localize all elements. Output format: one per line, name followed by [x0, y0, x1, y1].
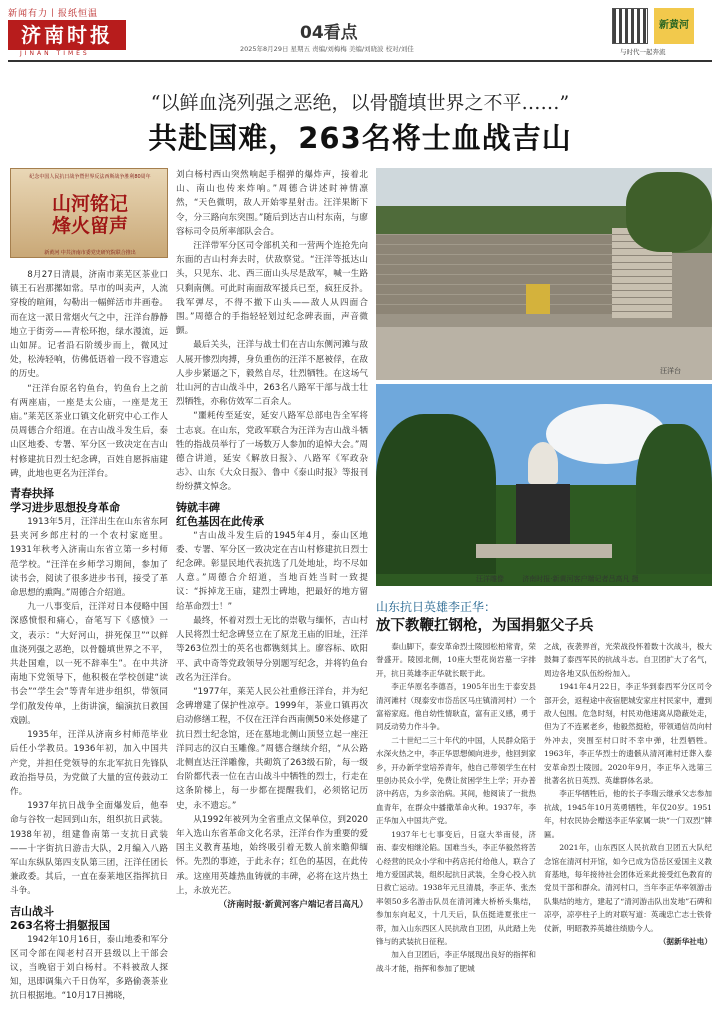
paragraph: 泰山脚下，泰安革命烈士陵园松柏常青，荣誉盛开。陵园北侧，10座大型花岗岩墓一字排开，抗日英雄李正华就长眠于此。: [376, 642, 536, 678]
banner-title-line1: 山河铭记: [51, 193, 128, 215]
photo-stone-wall: [376, 234, 626, 314]
second-story-kicker: 山东抗日英雄李正华：: [376, 600, 497, 614]
paragraph: 1935年，汪洋从济南乡村师范毕业后任小学教员。1936年初，加入中国共产党，并担任党领导的东北军抗日先锋队政治指导员，为党做了大量的宣传鼓动工作。: [10, 730, 168, 797]
paragraph: 1913年5月，汪洋出生在山东省东阿县夹河乡郎庄村的一个农村家庭里。1931年秋考入济南山东省立第一乡村师范学校。“汪洋在乡师学习期间，参加了读书会，阅读了很多进步书刊，接受了革命思想的熏陶。”周德合介绍道。: [10, 517, 168, 599]
paragraph: “吉山战斗发生后的1945年4月，泰山区地委、专署、军分区一致决定在吉山村修建抗日烈士纪念碑。彰显民地代表抗选了几处地址，均不尽如人意。”周德合介绍道，当地百姓当时一致提议：“拆掉龙王庙，建烈士碑地，把最好的地方留给革命烈士！”: [176, 530, 368, 612]
byline: （据新华社电）: [658, 936, 712, 946]
newspaper-logo: 济南时报: [8, 20, 126, 50]
masthead-slogan: 新闻有力丨报纸恒温: [8, 9, 99, 19]
paragraph: 李正华牺牲后，他的长子李瑞云继承父志参加抗战，1945年10月英勇牺牲，年仅20岁。1951年，村农民协会赠送李正华家属一块“一门双烈”牌匾。: [544, 789, 712, 839]
article-column-2: [176, 168, 368, 1013]
subhead-kicker: 青春抉择: [10, 487, 54, 501]
paragraph: 1941年4月22日，李正华到泰西军分区司令部开会，返程途中夜宿肥城安家庄村民家中，遭到敌人包围。危急时刻，村民劝他速离从隐蔽处走，但为了不连累老乡，他毅然挺枪，带领通信员向村外冲去，突围至村口时不幸中弹，壮烈牺牲。1963年，李正华烈士的遗骸从清河滩村迁葬入泰安革命烈士陵园。2020年9月，李正华入选第三批著名抗日英烈、英雄群体名录。: [544, 682, 712, 786]
byline: （济南时报·新黄河客户端记者吕高凡）: [218, 899, 368, 910]
photo-caption: 汪洋台: [660, 367, 681, 375]
paragraph: 1937年抗日战争全面爆发后，他奉命与谷牧一起回到山东，组织抗日武装。1938年初，组建鲁南第一支抗日武装——十字街抗日游击大队，2月编入八路军山东纵队第四支队第三团，汪洋任团长兼政委。其后，一直在泰莱地区指挥抗日斗争。: [10, 801, 168, 897]
paragraph: “汪洋台原名钓鱼台，钓鱼台上之前有两座庙，一座是太公庙，一座是龙王庙。”莱芜区茶业口镇文化研究中心工作人员周德合介绍道。在吉山战斗发生后，泰山区地委、专署、军分区一致决定在吉山村修建抗日烈士纪念碑，百姓自愿拆庙建碑，此地也更名为汪洋台。: [10, 383, 168, 479]
newspaper-logo-english: JINAN TIMES: [20, 50, 90, 57]
photo-pedestal: [516, 484, 570, 548]
second-story-title: 放下教鞭扛钢枪，为国捐躯父子兵: [376, 618, 594, 634]
brand-slogan: 与时代一起奔流: [620, 48, 666, 56]
brand-logo: 新黄河: [654, 8, 694, 44]
article-headline: 共赴国难，263名将士血战吉山: [148, 121, 572, 155]
paragraph: 加入自卫团后，李正华展现出良好的指挥和战斗才能，指挥和参加了肥城: [376, 950, 536, 973]
photo-caption: 汪洋雕像: [476, 575, 504, 583]
banner-top-text: 纪念中国人民抗日战争暨世界反法西斯战争胜利80周年: [29, 174, 151, 180]
paragraph: 最终，怀着对烈士无比的崇敬与缅怀，吉山村人民将烈士纪念碑竖立在了原龙王庙的旧址，汪洋等263位烈士的英名也都镌刻其上。廖容标、欧阳平、武中奇等党政领导分别题写纪念，并将钓鱼台改名为汪洋台。: [176, 615, 368, 683]
page-number: 04看点: [300, 23, 358, 43]
photo-bust: [528, 442, 558, 484]
paragraph: “1977年，莱芜人民公社重修汪洋台，并为纪念碑增建了保护性凉亭。1999年，茶业口镇再次启动修缮工程，不仅在汪洋台西南侧50米处修建了抗日烈士纪念馆，还在墓地北侧山顶竖立起一座汪洋同志的汉白玉雕像。”周德合继续介绍，“从公路北侧直达汪洋雕像，共砌筑了263级石阶，每一级台阶都代表一位在吉山战斗中牺牲的烈士，行走在这条阶梯上，每一步都在提醒我们，必须铭记历史，永不遗忘。”: [176, 686, 368, 811]
second-story-column-1: [376, 640, 536, 1015]
photo-credit: 济南时报·新黄河客户端记者吕高凡 摄: [522, 575, 639, 583]
paragraph: 1937年七七事变后，日寇大举南侵，济南、泰安相继沦陷。国难当头，李正华毅然将苦心经营的民众小学和中药店托付给他人，联合了地方爱国武装，组织起抗日武装，全身心投入抗日救亡运动。1938年元旦清晨，李正华、张杰率领50多名游击队员在清河滩大桥桥头集结，参加东向起义，十几天后，队伍挺进夏张庄一带，加入山东西区人民抗敌自卫团，从此踏上先锋与的武装抗日征程。: [376, 829, 536, 946]
paragraph: 最后关头，汪洋与战士们在吉山东侧河滩与敌人展开惨烈肉搏，身负重伤的汪洋不愿被俘，在敌人步步紧逼之下，毅然自尽，壮烈牺牲。在这场气壮山河的吉山战斗中，263名八路军干部与战士壮烈牺牲，亦称仿效军二百余人。: [176, 340, 368, 408]
paragraph: 刘白杨村西山突然响起手榴弹的爆炸声，接着北山、南山也传来炸响。”周德合讲述时神情凛然，“天色微明，敌人开始零星射击。汪洋果断下令，分三路向东突围。”随后到达吉山村东南，与廖容标司令员所率部队会合。: [176, 170, 368, 237]
paragraph: 之战，夜袭界首，光荣战役怀着数十次战斗，极大鼓舞了泰西军民的抗战斗志。自卫团扩大了名气，周边各地又队伍纷纷加入。: [544, 642, 712, 678]
paragraph: 李正华原名李德吾，1905年出生于泰安县清河滩村（现泰安市岱岳区马庄镇清河村）一个富裕家庭。他自幼性情耿直，富有正义感，勇于同反动势力作斗争。: [376, 682, 536, 732]
photo-tree: [626, 172, 712, 252]
subhead: 学习进步思想投身革命: [10, 501, 120, 515]
paragraph: 九一八事变后，汪洋对日本侵略中国深感愤恨和痛心，奋笔写下《感愤》一文，表示：“大好河山，拼死保卫”“以鲜血浇列强之恶绝，以骨髓填世界之不平，共赴国难，以一死不辞率生”。在中共济南地下党领导下，他积极在学校创建“读书会”“学生会”等青年进步组织，带领同学们散发传单，上街讲演，编演抗日救国戏剧。: [10, 602, 168, 726]
banner-bottom-text: 新黄河 中共济南市委党史研究院联合推出: [44, 250, 136, 256]
subhead-kicker: 吉山战斗: [10, 904, 54, 918]
photo-wangyang-terrace: [376, 168, 712, 380]
photo-base: [476, 544, 612, 558]
paragraph: 从1992年被列为全省重点文保单位，到2020年入选山东省革命文化名录，汪洋台作为重要的爱国主义教育基地，始终吸引着无数人前来瞻仰缅怀。先烈的事迹，于此永存；红色的基因，在此传承。这座用英雄热血铸就的丰碑，必将在这片热土上，永放光芒。: [176, 814, 368, 896]
banner-title-line2: 烽火留声: [51, 215, 128, 237]
paragraph: 8月27日清晨，济南市莱芜区茶业口镇王石岩那摞如常。早市的叫卖声，人流穿梭的暄闹，勾勒出一幅鲜活市井画卷。而在这一派日常烟火气之中，汪洋台静静地立于街旁——青松环抱，绿水漫流，远山如屏。记者沿石阶缓步而上，微风过处，松涛轻响，仿佛低语着一段不容遗忘的历史。: [10, 270, 168, 380]
qr-code-icon: [612, 8, 648, 44]
photo-caption-row: [376, 574, 712, 584]
article-column-1: [10, 268, 168, 1013]
second-story-column-2: [544, 640, 712, 1015]
paragraph: 汪洋带军分区司令部机关和一营两个连抢先向东面的吉山村奔去时，伏敌察觉。“汪洋等抵达山头，只见东、北、西三面山头尽是敌军，喊一生路只剩南侧。可此时南面敌军援兵已至，疯狂反扑。我军弹尽，不得不撤下山头——敌人从四面合围。”周德合的手指轻轻划过纪念碑表面，声音微颤。: [176, 241, 368, 337]
paragraph: 2021年，山东西区人民抗敌自卫团五大队纪念馆在清河村开馆，如今已成为岱岳区爱国主义教育基地，每年接待社会团体近来此接受红色教育的党员干部和群众。清河村口，当年李正华率领游击队集结的地方，建起了“清河游击队出发地”石碑和凉亭，凉亭柱子上的对联写道：英魂忠亡志士铁骨仗新，明昭教养英雄往绩励今人。: [544, 843, 712, 933]
photo-tree: [636, 424, 712, 574]
dateline: 2025年8月29日 星期五 责编/刘梅梅 美编/刘晓波 校对/刘佳: [240, 45, 414, 53]
article-kicker: “以鲜血浇列强之恶绝，以骨髓填世界之不平……”: [150, 92, 570, 114]
paragraph: 二十世纪二三十年代的中国，人民群众陷于水深火热之中，李正华思想倾向进步，他回到家乡，开办新学堂培养青年，他自己带领学生在村里创办民众小学，免费让贫困学生上学；开办普济中药店，为乡亲治病。其间，他阅读了一批热血青年，在群众中播撒革命火种。1937年，李正华加入中国共产党。: [376, 735, 536, 826]
subhead: 红色基因在此传承: [176, 514, 264, 528]
paragraph: “噩耗传至延安，延安八路军总部电告全军将士志哀。在山东，党政军联合为汪洋为吉山战斗牺牲的指战员举行了一场数万人参加的追悼大会。”周德合讲道，延安《解放日报》、八路军《军政杂志》、山东《大众日报》、鲁中《泰山时报》等报刊纷纷撰文悼念。: [176, 411, 368, 493]
photo-wangyang-statue: [376, 384, 712, 586]
paragraph: 1942年10月16日，泰山地委和军分区司令部在闯老村召开县级以上干部会议，当晚宿于刘白杨村。不料被敌人探知，迅即调集六千日伪军，多路偷袭茶业抗日根据地。“10月17日拂晓，: [10, 934, 168, 1002]
photo-sign: [526, 284, 550, 314]
banner-title: [11, 193, 169, 237]
subhead-kicker: 铸就丰碑: [176, 500, 220, 514]
series-banner: [10, 168, 168, 258]
subhead: 263名将士捐躯报国: [10, 918, 110, 932]
masthead-divider: [8, 60, 712, 62]
